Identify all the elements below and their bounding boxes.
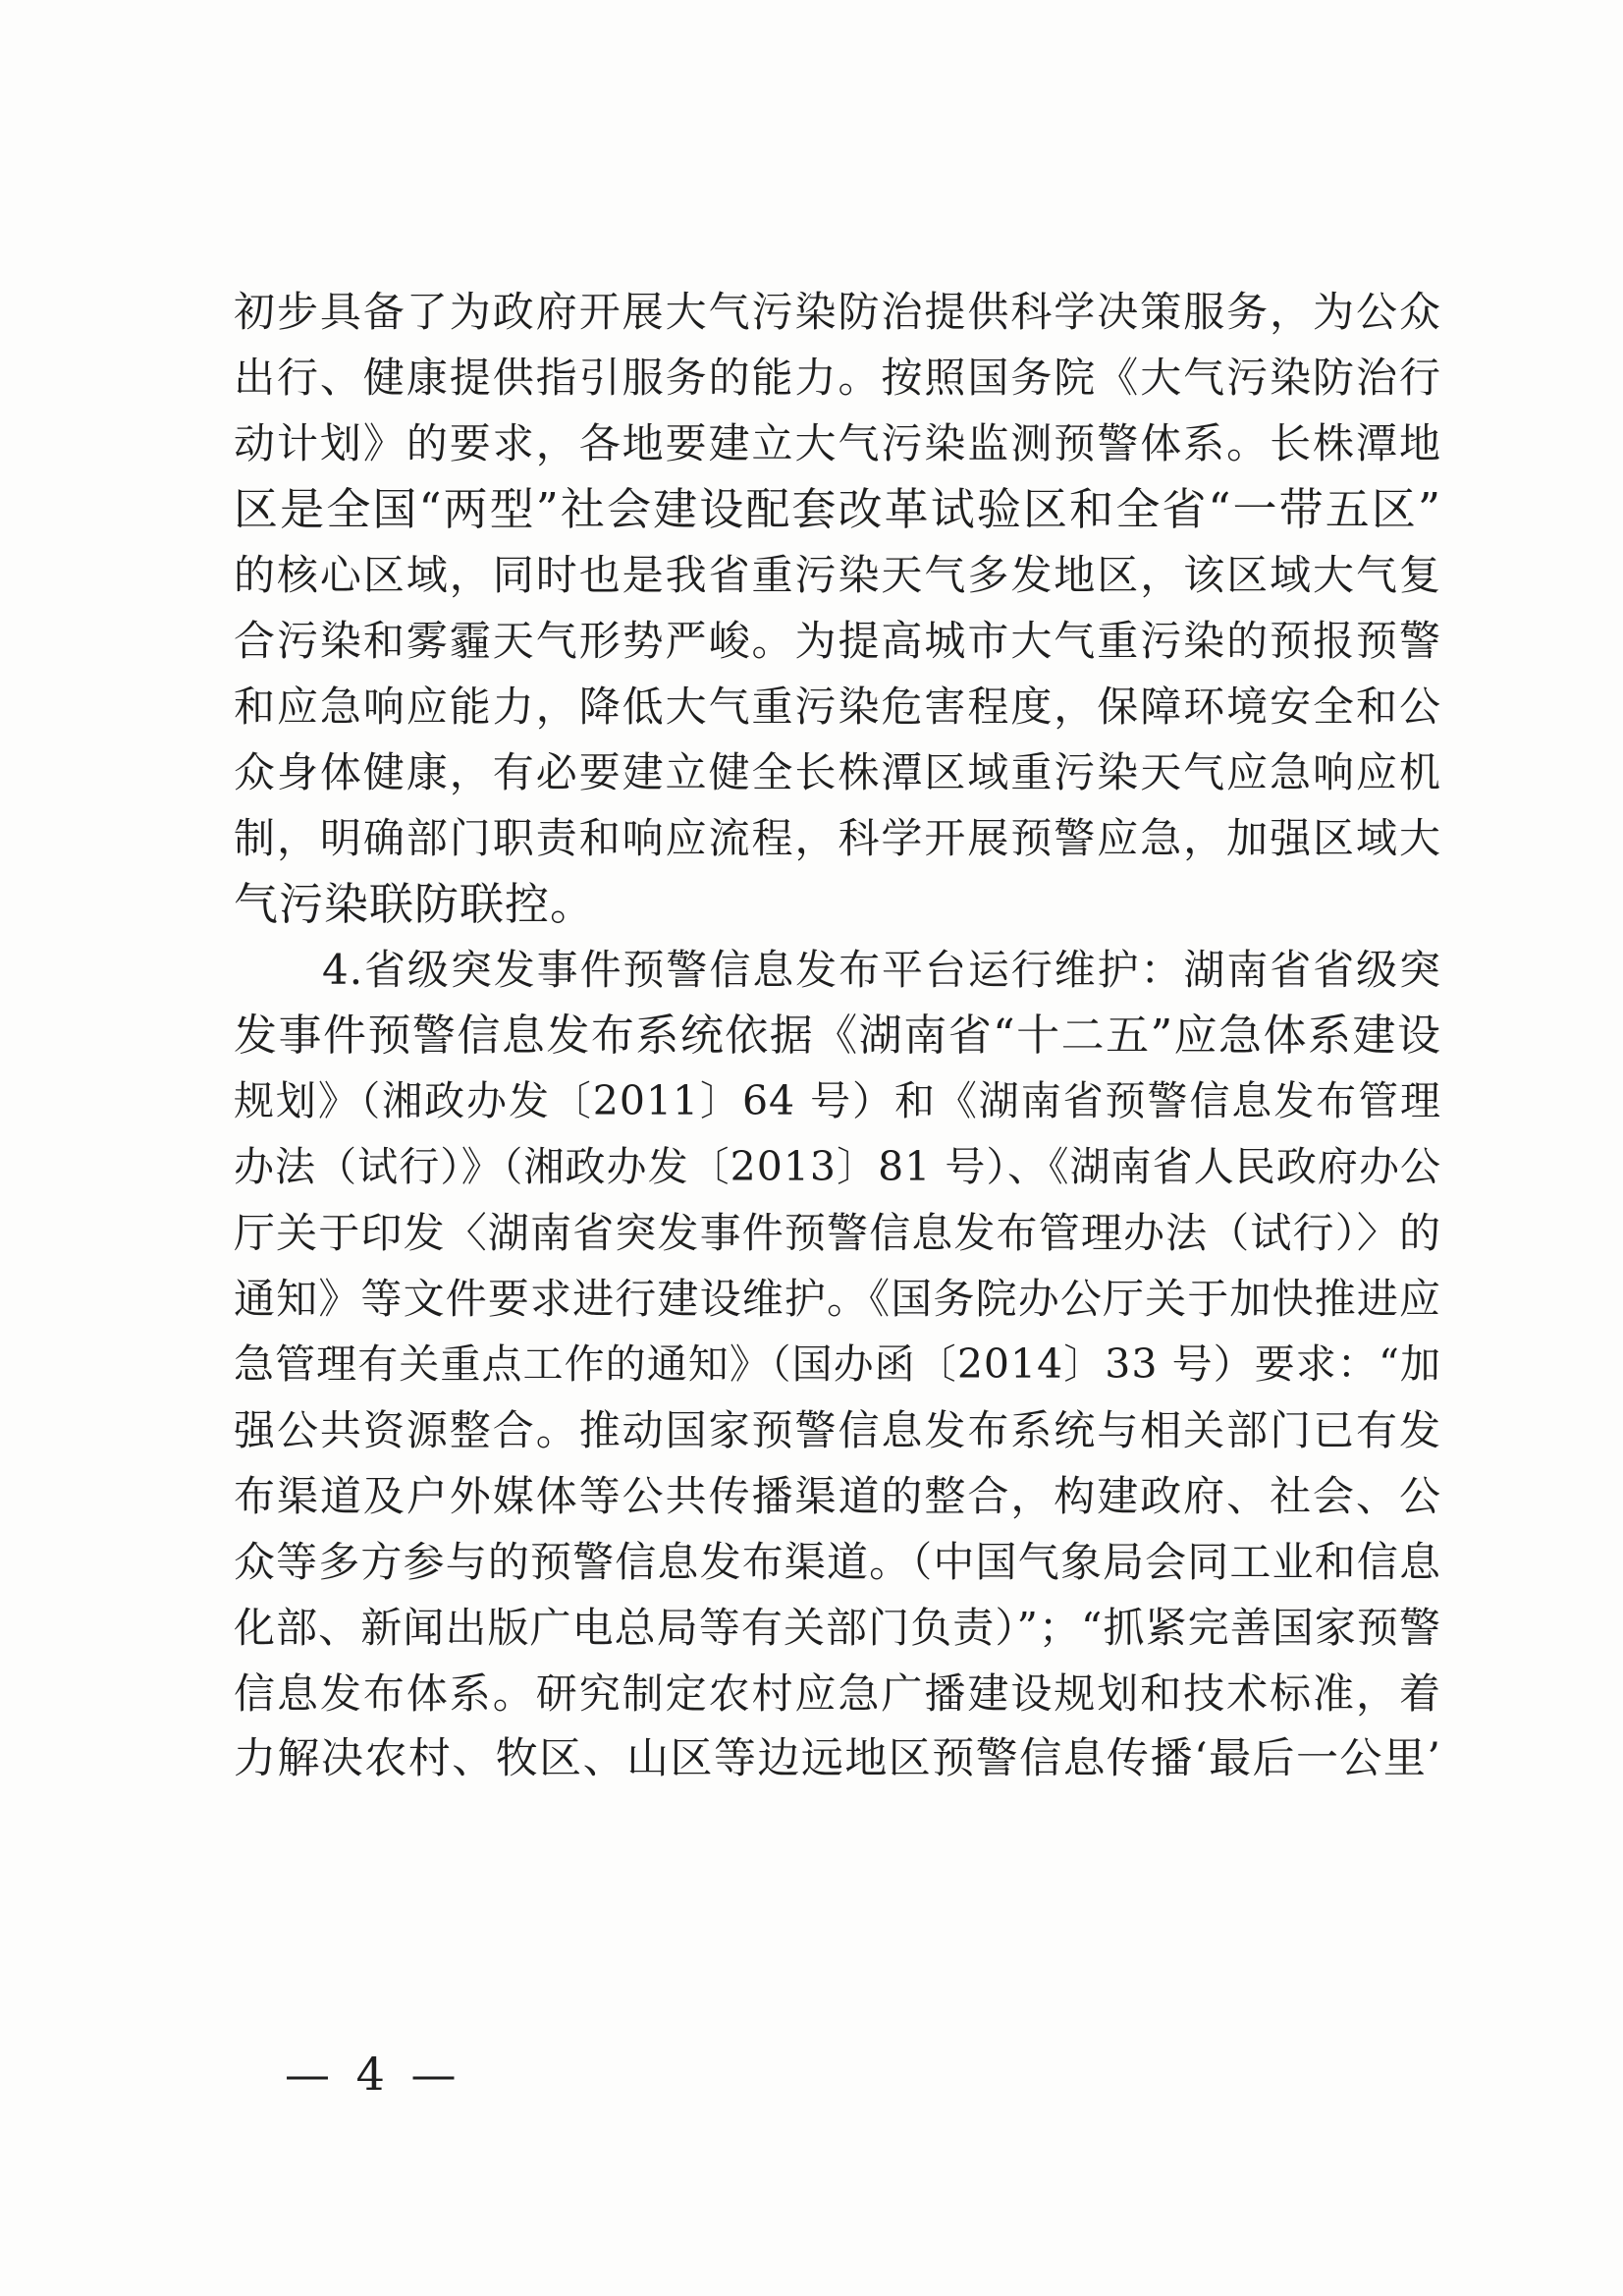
text-line: 的核心区域，同时也是我省重污染天气多发地区，该区域大气复 xyxy=(234,551,1441,599)
text-line: 办法（试行）》（湘政办发〔2013〕81 号）、《湖南省人民政府办公 xyxy=(234,1143,1441,1190)
text-line: 动计划》的要求，各地要建立大气污染监测预警体系。长株潭地 xyxy=(234,419,1441,467)
text-line: 厅关于印发〈湖南省突发事件预警信息发布管理办法（试行）〉的 xyxy=(234,1209,1441,1257)
text-line: 区是全国“两型”社会建设配套改革试验区和全省“一带五区” xyxy=(234,483,1441,535)
text-line: 化部、新闻出版广电总局等有关部门负责）”；“抓紧完善国家预警 xyxy=(234,1604,1441,1652)
text-line: 通知》等文件要求进行建设维护。《国务院办公厅关于加快推进应 xyxy=(234,1275,1441,1323)
text-line: 制，明确部门职责和响应流程，科学开展预警应急，加强区域大 xyxy=(234,814,1441,862)
section-heading-line: 4.省级突发事件预警信息发布平台运行维护：湖南省省级突 xyxy=(322,946,1441,994)
text-line: 出行、健康提供指引服务的能力。按照国务院《大气污染防治行 xyxy=(234,354,1441,402)
text-line: 规划》（湘政办发〔2011〕64 号）和《湖南省预警信息发布管理 xyxy=(234,1077,1441,1124)
text-line: 气污染联防联控。 xyxy=(234,878,596,930)
text-line: 合污染和雾霾天气形势严峻。为提高城市大气重污染的预报预警 xyxy=(234,617,1441,665)
text-line: 强公共资源整合。推动国家预警信息发布系统与相关部门已有发 xyxy=(234,1406,1441,1454)
text-line: 信息发布体系。研究制定农村应急广播建设规划和技术标准，着 xyxy=(234,1669,1441,1718)
body-text xyxy=(234,279,1441,1792)
text-line: 众等多方参与的预警信息发布渠道。（中国气象局会同工业和信息 xyxy=(234,1538,1441,1586)
text-line: 发事件预警信息发布系统依据《湖南省“十二五”应急体系建设 xyxy=(234,1011,1441,1061)
text-line: 初步具备了为政府开展大气污染防治提供科学决策服务，为公众 xyxy=(234,288,1441,336)
text-line: 力解决农村、牧区、山区等边远地区预警信息传播‘最后一公里’ xyxy=(234,1734,1441,1783)
text-line: 急管理有关重点工作的通知》（国办函〔2014〕33 号）要求：“加 xyxy=(234,1340,1441,1388)
text-line: 众身体健康，有必要建立健全长株潭区域重污染天气应急响应机 xyxy=(234,748,1441,796)
text-line: 和应急响应能力，降低大气重污染危害程度，保障环境安全和公 xyxy=(234,683,1441,731)
text-line: 布渠道及户外媒体等公共传播渠道的整合，构建政府、社会、公 xyxy=(234,1472,1441,1520)
page-number: — 4 — xyxy=(285,2048,462,2101)
